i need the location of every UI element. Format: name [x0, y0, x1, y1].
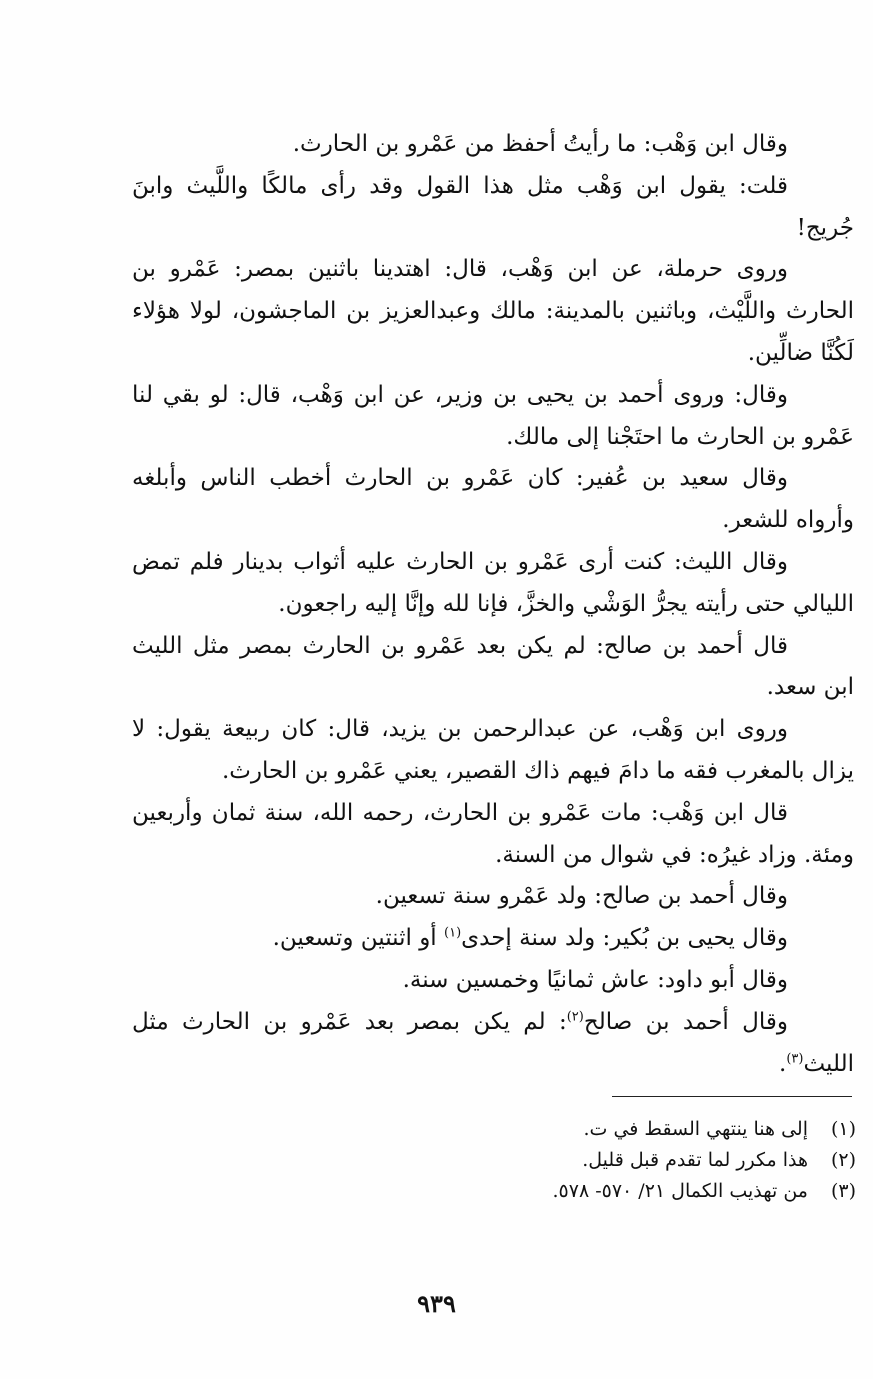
paragraph-4: وقال: وروى أحمد بن يحيى بن وزير، عن ابن وَهْب، قال: لو بقي لنا عَمْرو بن الحارث ما احتَجْنا إلى مالك.: [132, 381, 854, 450]
paragraph-13-start: وقال أحمد بن صالح: [583, 1008, 788, 1035]
paragraph-9: قال ابن وَهْب: مات عَمْرو بن الحارث، رحمه الله، سنة ثمان وأربعين ومئة. وزاد غيرُه: في شوال من السنة.: [132, 799, 854, 868]
footnote-ref-2[interactable]: (٢): [566, 1009, 584, 1025]
footnote-3: [200, 1176, 856, 1207]
footnote-1: [200, 1114, 856, 1145]
footnote-divider: [612, 1096, 852, 1097]
paragraph-11: [132, 918, 854, 960]
footnote-ref-3[interactable]: (٣): [786, 1050, 804, 1066]
paragraph-13-middle: : لم يكن بمصر بعد عَمْرو بن الحارث مثل الليث: [132, 1008, 854, 1077]
footnote-ref-1[interactable]: (١): [444, 925, 462, 941]
footnote-1-number: (١): [830, 1118, 856, 1140]
footnote-2-text: هذا مكرر لما تقدم قبل قليل.: [582, 1149, 808, 1171]
footnote-1-text: إلى هنا ينتهي السقط في ت.: [583, 1118, 808, 1140]
page-number: ٩٣٩: [417, 1289, 456, 1318]
paragraph-11-end: أو اثنتين وتسعين.: [272, 925, 444, 952]
paragraph-10: وقال أحمد بن صالح: ولد عَمْرو سنة تسعين.: [375, 883, 788, 910]
paragraph-1: وقال ابن وَهْب: ما رأيتُ أحفظ من عَمْرو بن الحارث.: [292, 131, 788, 157]
paragraph-7: قال أحمد بن صالح: لم يكن بعد عَمْرو بن الحارث بمصر مثل الليث ابن سعد.: [132, 632, 854, 701]
paragraph-3: وروى حرملة، عن ابن وَهْب، قال: اهتدينا باثنين بمصر: عَمْرو بن الحارث واللَّيْث، وباثنين بالمدينة: مالك وعبدالعزيز بن الماجشون، لولا هؤلاء لَكُنَّا ضالِّين.: [132, 256, 854, 366]
main-text: [132, 124, 854, 1085]
paragraph-6: وقال الليث: كنت أرى عَمْرو بن الحارث عليه أثواب بدينار فلم تمض الليالي حتى رأيته يجرُّ الوَشْي والخزَّ، فإنا لله وإنَّا إليه راجعون.: [132, 548, 854, 617]
paragraph-8: وروى ابن وَهْب، عن عبدالرحمن بن يزيد، قال: كان ربيعة يقول: لا يزال بالمغرب فقه ما دامَ فيهم ذاك القصير، يعني عَمْرو بن الحارث.: [132, 716, 854, 784]
paragraph-12: وقال أبو داود: عاش ثمانيًا وخمسين سنة.: [402, 966, 788, 993]
footnote-3-number: (٣): [830, 1180, 856, 1202]
paragraph-13-end: .: [779, 1050, 787, 1077]
paragraph-13: [132, 1002, 854, 1086]
paragraph-11-start: وقال يحيى بن بُكير: ولد سنة إحدى: [461, 925, 788, 952]
paragraph-2: قلت: يقول ابن وَهْب مثل هذا القول وقد رأى مالكًا واللَّيث وابنَ جُريج!: [132, 172, 854, 241]
footnote-2: [200, 1145, 856, 1176]
paragraph-5: وقال سعيد بن عُفير: كان عَمْرو بن الحارث أخطب الناس وأبلغه وأرواه للشعر.: [132, 465, 854, 534]
footnotes: [200, 1114, 856, 1207]
footnote-3-text: من تهذيب الكمال ٢١/ ٥٧٠- ٥٧٨.: [552, 1180, 808, 1202]
footnote-2-number: (٢): [830, 1149, 856, 1171]
